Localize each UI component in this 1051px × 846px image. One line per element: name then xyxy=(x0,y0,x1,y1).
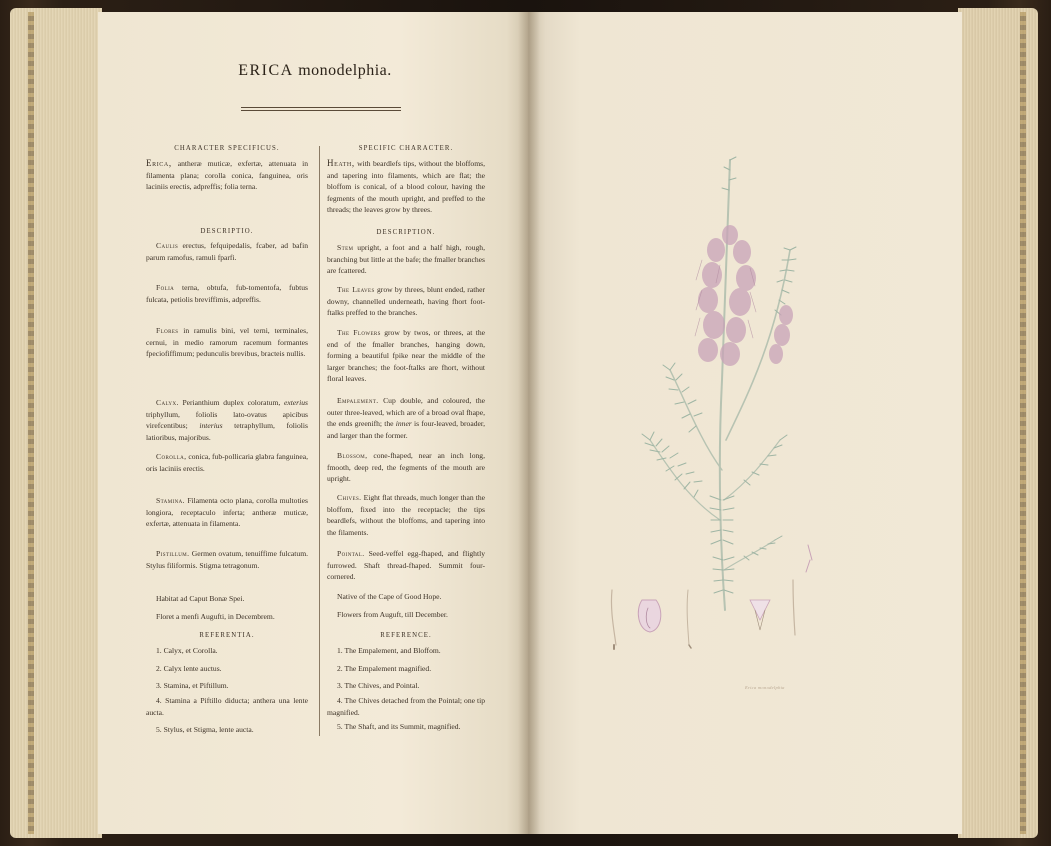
column-divider xyxy=(319,146,320,736)
english-stem-body: upright, a foot and a half high, rough, branching but little at the bafe; the fmaller branches are fcattered. xyxy=(327,243,485,276)
english-stem-lead: Stem xyxy=(337,243,354,252)
english-character-text xyxy=(327,158,485,216)
english-ref-item: 1. The Empalement, and Bloffom. xyxy=(337,646,441,655)
english-native: Native of the Cape of Good Hope. xyxy=(337,592,442,601)
english-ref-item: 5. The Shaft, and its Summit, magnified. xyxy=(337,722,461,731)
title-rule-double xyxy=(241,110,401,111)
latin-ref-item: 1. Calyx, et Corolla. xyxy=(156,646,218,655)
english-ref-item: 4. The Chives detached from the Pointal; one tip magnified. xyxy=(327,696,485,717)
english-description-heading: DESCRIPTION. xyxy=(376,229,436,236)
latin-caulis-lead: Caulis xyxy=(156,241,179,250)
english-blossom-body: cone-fhaped, near an inch long, fmooth, deep red, the fegments of the mouth are upright. xyxy=(327,451,485,484)
english-empalement-lead: Empalement. xyxy=(337,396,379,405)
latin-ref-item: 2. Calyx lente auctus. xyxy=(156,664,222,673)
latin-folia-lead: Folia xyxy=(156,283,175,292)
title-rule xyxy=(241,107,401,108)
latin-char-lead: Erica, xyxy=(146,158,172,168)
english-leaves xyxy=(327,284,485,319)
latin-folia-body: terna, obtufa, fub-tomentofa, fubtus fulcata, petiolis breviffimis, adpreffis. xyxy=(146,283,308,304)
english-char-lead: Heath, xyxy=(327,158,355,168)
english-empalement-body-b: is four-leaved, broader, and larger than the former. xyxy=(327,419,485,440)
latin-ref-item: 5. Stylus, et Stigma, lente aucta. xyxy=(156,725,254,734)
gilt-tooling-right xyxy=(1020,12,1026,834)
english-chives xyxy=(327,492,485,538)
page-title xyxy=(170,62,460,80)
latin-ref-item: 4. Stamina a Piftillo diducta; anthera una lente aucta. xyxy=(146,696,308,717)
latin-character-text xyxy=(146,158,308,193)
english-empalement xyxy=(327,395,485,441)
latin-habitat: Habitat ad Caput Bonæ Spei. xyxy=(156,594,245,603)
english-flowers-body: grow by twos, or threes, at the end of the fmaller branches, hanging down, forming a beautiful fpike near the middle of the larger branches; the foot-ftalks are fhort, without floral leaves. xyxy=(327,328,485,384)
english-leaves-lead: The Leaves xyxy=(337,285,375,294)
latin-calyx-lead: Calyx. xyxy=(156,398,179,407)
english-ref-item: 2. The Empalement magnified. xyxy=(337,664,432,673)
english-pointal-lead: Pointal. xyxy=(337,549,365,558)
gilt-tooling-left xyxy=(28,12,34,834)
latin-calyx-body-b: triphyllum, foliolis lato-ovatus apicibus virefcentibus; xyxy=(146,409,308,431)
dissection-figures xyxy=(611,545,812,649)
latin-flores-body: in ramulis bini, vel terni, terminales, cernui, in medio ramorum racemum formantes fpeciofiffimum; pedunculis brevibus, bracteis nullis. xyxy=(146,326,308,359)
page-edges-right xyxy=(958,8,1038,838)
latin-stamina-body: Filamenta octo plana, corolla multoties longiora, receptaculo inferta; antheræ muticæ, exfertæ, attenuata in filamenta. xyxy=(146,496,308,529)
plate-caption: Erica monodelphia xyxy=(745,685,785,690)
latin-calyx-exterius: exterius xyxy=(283,398,308,407)
latin-stamina-lead: Stamina. xyxy=(156,496,185,505)
english-blossom-lead: Blossom, xyxy=(337,451,368,460)
english-character-heading: SPECIFIC CHARACTER. xyxy=(358,145,454,152)
latin-reference-heading: REFERENTIA. xyxy=(199,632,255,639)
latin-description-heading: DESCRIPTIO. xyxy=(200,228,254,235)
english-flowers xyxy=(327,327,485,385)
latin-char-body: antheræ muticæ, exfertæ, attenuata in filamenta plana; corolla conica, fanguinea, oris laciniis erectis, adpreffis; folia terna. xyxy=(146,159,308,192)
latin-calyx-body-a: Perianthium duplex coloratum, xyxy=(182,398,281,407)
english-pointal-body: Seed-veffel egg-fhaped, and flightly furrowed. Shaft thread-fhaped. Summit four-cornered. xyxy=(327,549,485,582)
latin-floret: Floret a menfi Augufti, in Decembrem. xyxy=(156,612,275,621)
english-char-body: with beardlefs tips, without the bloffoms, and tapering into filaments, which are flat; the bloffom is conical, of a blood colour, having the fegments of the mouth upright, and preffed to the threads; the leaves grow by threes. xyxy=(327,159,485,215)
latin-pistillum xyxy=(146,548,308,571)
english-empalement-inner: inner xyxy=(395,419,412,429)
latin-caulis-body: erectus, fefquipedalis, fcaber, ad bafin parum ramofus, ramuli fparfi. xyxy=(146,241,308,262)
english-stem xyxy=(327,242,485,277)
latin-corolla-body: conica, fub-pollicaria glabra fanguinea, oris laciniis erectis. xyxy=(146,452,308,473)
english-chives-lead: Chives. xyxy=(337,493,362,502)
latin-flores-lead: Flores xyxy=(156,326,179,335)
latin-ref-item: 3. Stamina, et Piftillum. xyxy=(156,681,229,690)
latin-calyx xyxy=(146,397,308,443)
latin-folia xyxy=(146,282,308,305)
latin-pistillum-lead: Pistillum. xyxy=(156,549,190,558)
latin-corolla-lead: Corolla, xyxy=(156,452,187,461)
latin-calyx-body-c: tetraphyllum, foliolis latioribus, majoribus. xyxy=(146,421,308,442)
english-flowers-lead: The Flowers xyxy=(337,328,381,337)
english-pointal xyxy=(327,548,485,583)
botanical-plate xyxy=(590,140,860,700)
title-genus: ERICA xyxy=(238,62,294,79)
latin-caulis xyxy=(146,240,308,263)
english-chives-body: Eight flat threads, much longer than the bloffom, fixed into the receptacle; the tips beardlefs, without the bloffoms, and tapering into the filaments. xyxy=(327,493,485,537)
latin-calyx-interius: interius xyxy=(199,421,223,431)
english-ref-item: 3. The Chives, and Pointal. xyxy=(337,681,420,690)
latin-pistillum-body: Germen ovatum, tenuiffime fulcatum. Stylus filiformis. Stigma tetragonum. xyxy=(146,549,308,570)
english-empalement-body-a: Cup double, and coloured, the outer three-leaved, which are of a broad oval fhape, the ends greenifh; the xyxy=(327,396,485,429)
english-blossom xyxy=(327,450,485,485)
book-gutter xyxy=(518,12,540,834)
english-reference-heading: REFERENCE. xyxy=(380,632,432,639)
latin-character-heading: CHARACTER SPECIFICUS. xyxy=(174,145,280,152)
page-edges-left xyxy=(10,8,102,838)
latin-stamina xyxy=(146,495,308,530)
latin-flores xyxy=(146,325,308,360)
plant-illustration xyxy=(611,157,812,649)
title-species: monodelphia. xyxy=(298,62,392,79)
english-leaves-body: grow by threes, blunt ended, rather downy, channelled underneath, having fhort foot-ftalks preffed to the branches. xyxy=(327,285,485,318)
english-flowers-from: Flowers from Auguft, till December. xyxy=(337,610,448,619)
latin-corolla xyxy=(146,451,308,474)
